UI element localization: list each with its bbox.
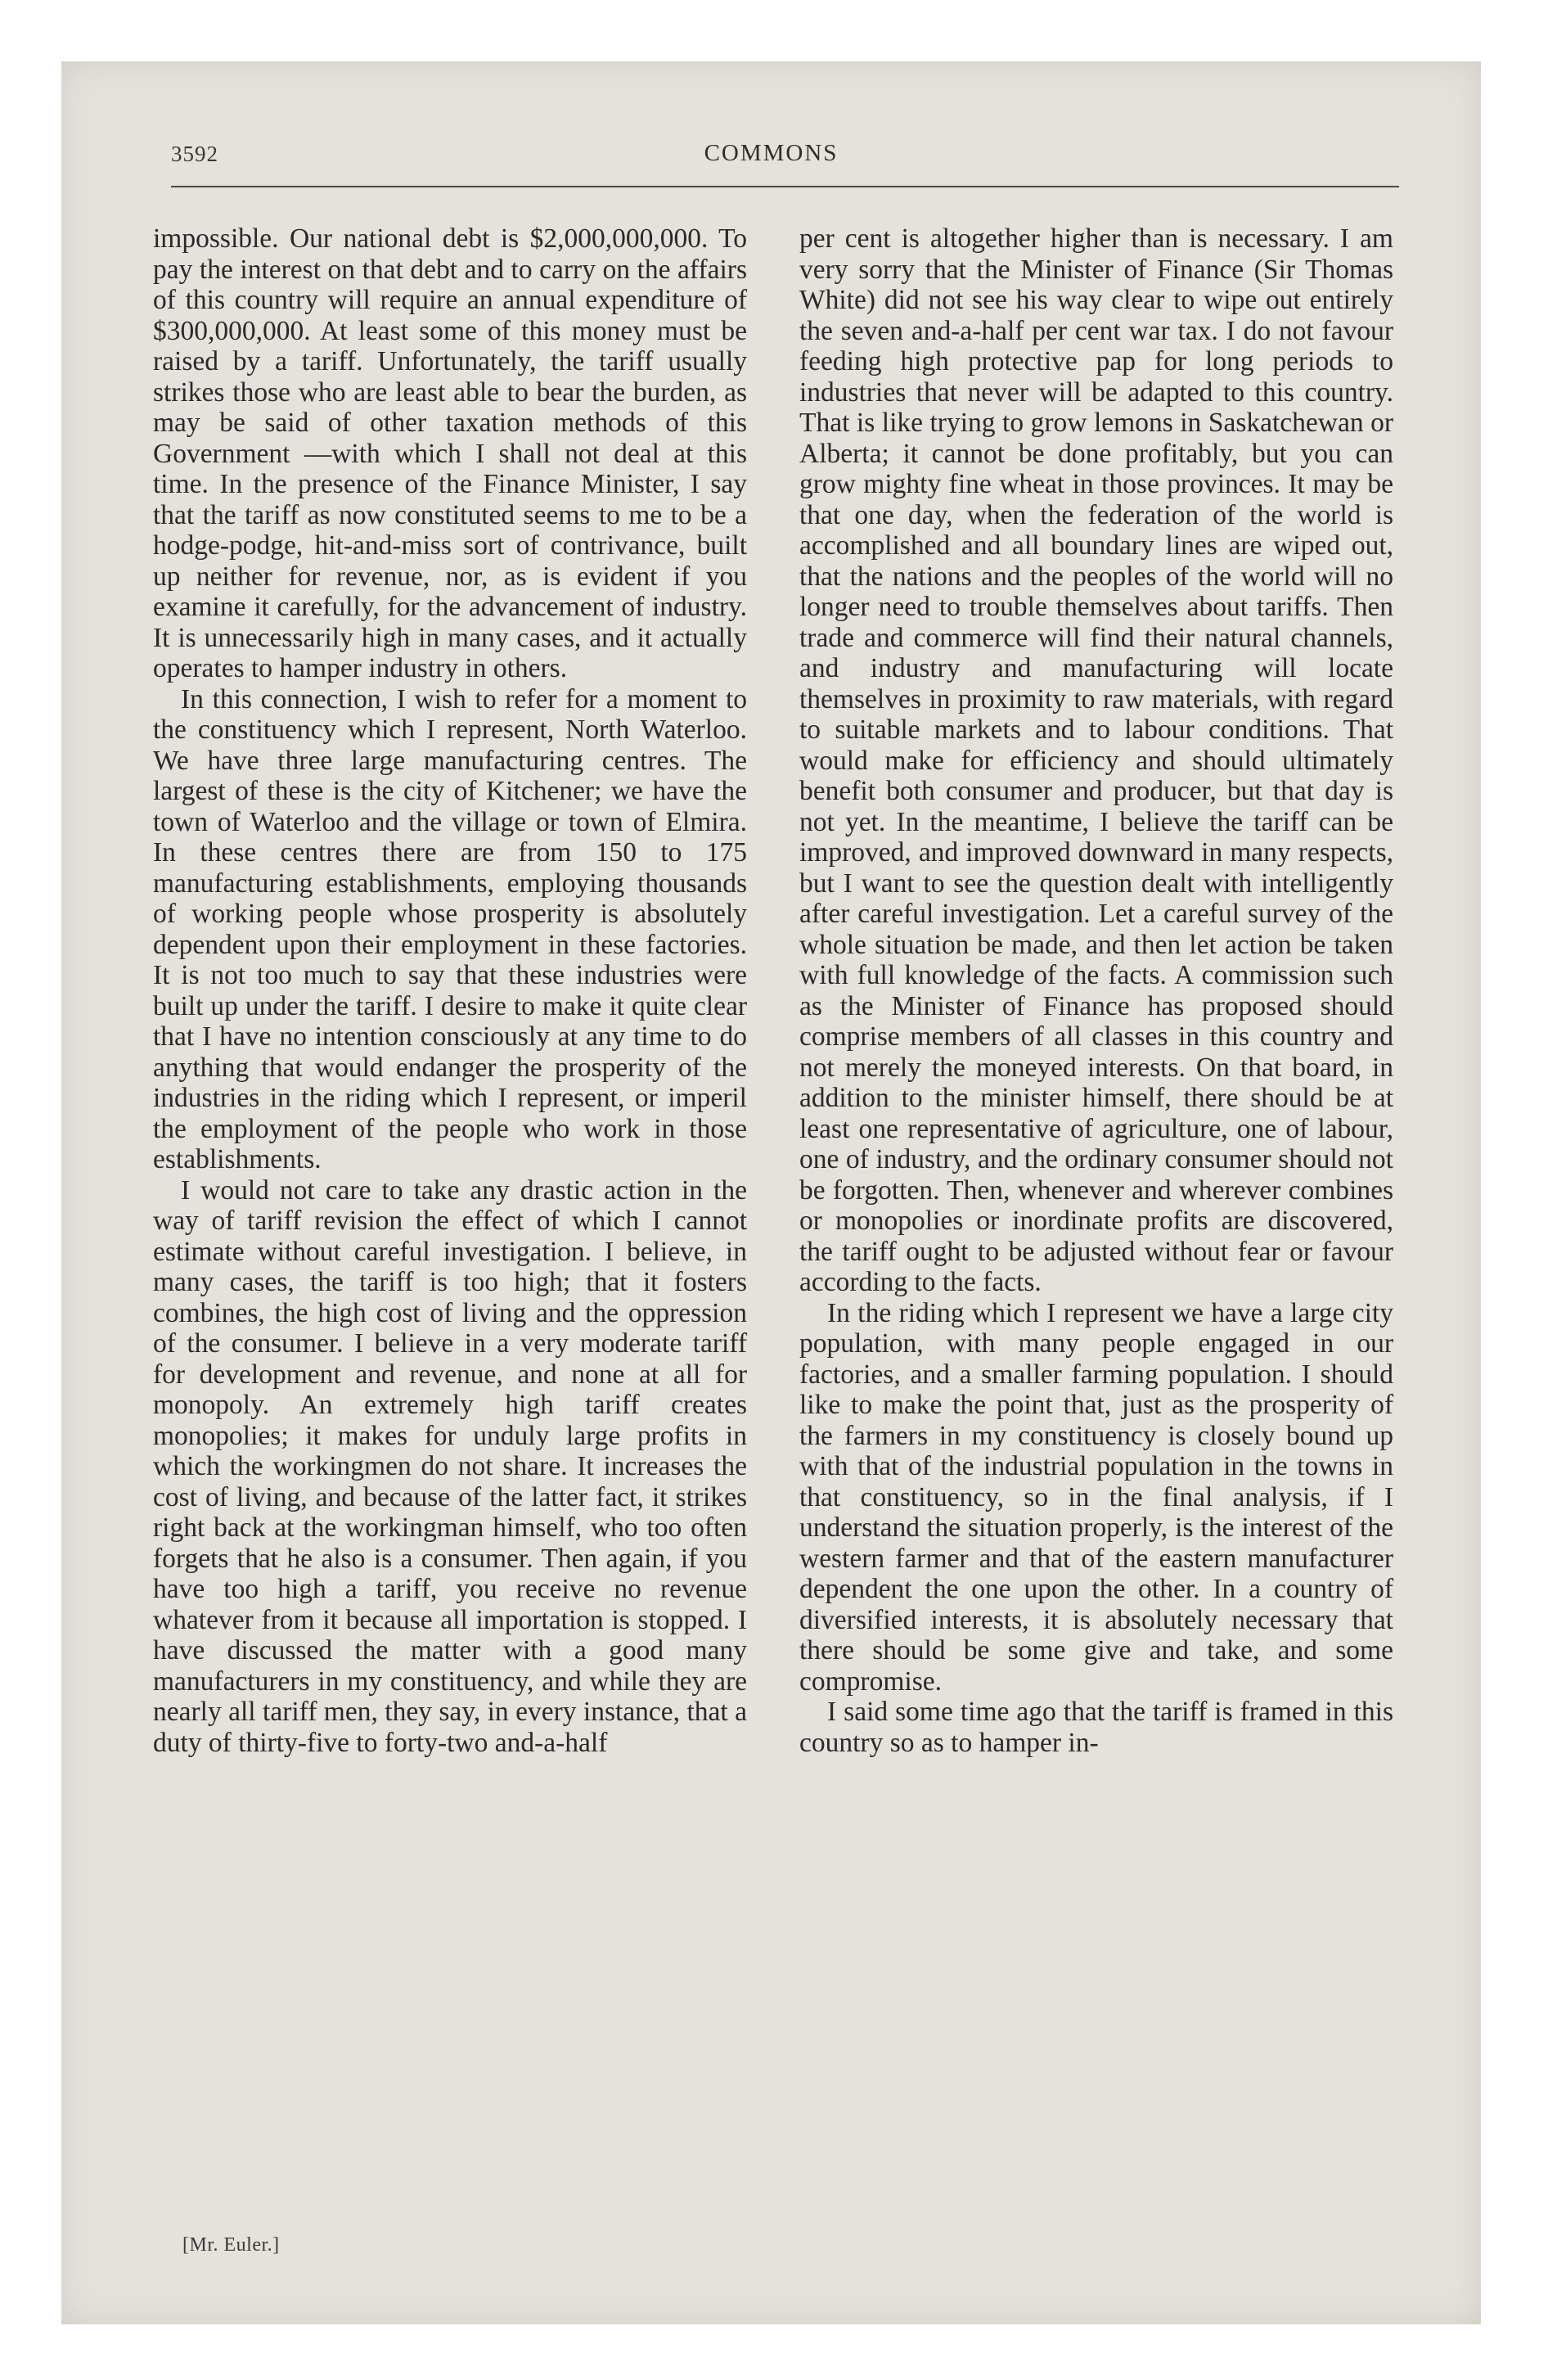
running-head: COMMONS	[704, 140, 839, 166]
page-header	[61, 61, 1481, 217]
right-column	[799, 223, 1393, 1758]
paragraph: I said some time ago that the tariff is framed in this country so as to hamper in-	[799, 1697, 1393, 1758]
page-number: 3592	[171, 142, 218, 166]
header-rule	[171, 186, 1399, 187]
paragraph: impossible. Our national debt is $2,000,000,000. To pay the interest on that debt and to carry on the affairs of this country will require an annual expenditure of $300,000,000. At least some of this money must be raised by a tariff. Unfortunately, the tariff usually strikes those who are least able to bear the burden, as may be said of other taxation methods of this Government —with which I shall not deal at this time. In the presence of the Finance Minister, I say that the tariff as now constituted seems to me to be a hodge-podge, hit-and-miss sort of contrivance, built up neither for revenue, nor, as is evident if you examine it carefully, for the advancement of industry. It is unnecessarily high in many cases, and it actually operates to hamper industry in others.	[153, 223, 747, 683]
paragraph: per cent is altogether higher than is necessary. I am very sorry that the Minister of Finance (Sir Thomas White) did not see his way clear to wipe out entirely the seven and-a-half per cent war tax. I do not favour feeding high protective pap for long periods to industries that never will be adapted to this country. That is like trying to grow lemons in Saskatchewan or Alberta; it cannot be done profitably, but you can grow mighty fine wheat in those provinces. It may be that one day, when the federation of the world is accomplished and all boundary lines are wiped out, that the nations and the peoples of the world will no longer need to trouble themselves about tariffs. Then trade and commerce will find their natural channels, and industry and manufacturing will locate themselves in proximity to raw materials, with regard to suitable markets and to labour conditions. That would make for efficiency and should ultimately benefit both consumer and producer, but that day is not yet. In the meantime, I believe the tariff can be improved, and improved downward in many respects, but I want to see the question dealt with intelligently after careful investigation. Let a careful survey of the whole situation be made, and then let action be taken with full knowledge of the facts. A commission such as the Minister of Finance has proposed should comprise members of all classes in this country and not merely the moneyed interests. On that board, in addition to the minister himself, there should be at least one representative of agriculture, one of labour, one of industry, and the ordinary consumer should not be forgotten. Then, whenever and wherever combines or monopolies or inordinate profits are discovered, the tariff ought to be adjusted without fear or favour according to the facts.	[799, 223, 1393, 1297]
paragraph: In this connection, I wish to refer for a moment to the constituency which I represent, North Waterloo. We have three large manufacturing centres. The largest of these is the city of Kitchener; we have the town of Waterloo and the village or town of Elmira. In these centres there are from 150 to 175 manufacturing establishments, employing thousands of working people whose prosperity is absolutely dependent upon their employment in these factories. It is not too much to say that these industries were built up under the tariff. I desire to make it quite clear that I have no intention consciously at any time to do anything that would endanger the prosperity of the industries in the riding which I represent, or imperil the employment of the people who work in those establishments.	[153, 683, 747, 1174]
document-page	[61, 61, 1481, 2324]
left-column	[153, 223, 747, 1758]
speaker-footer: [Mr. Euler.]	[182, 2234, 280, 2256]
paragraph: In the riding which I represent we have a large city population, with many people engaged in our factories, and a smaller farming population. I should like to make the point that, just as the prosperity of the farmers in my constituency is closely bound up with that of the industrial population in the towns in that constituency, so in the final analysis, if I understand the situation properly, is the interest of the western farmer and that of the eastern manufacturer dependent the one upon the other. In a country of diversified interests, it is absolutely necessary that there should be some give and take, and some compromise.	[799, 1297, 1393, 1697]
paragraph: I would not care to take any drastic action in the way of tariff revision the effect of which I cannot estimate without careful investigation. I believe, in many cases, the tariff is too high; that it fosters combines, the high cost of living and the oppression of the consumer. I believe in a very moderate tariff for development and revenue, and none at all for monopoly. An extremely high tariff creates monopolies; it makes for unduly large profits in which the workingmen do not share. It increases the cost of living, and because of the latter fact, it strikes right back at the workingman himself, who too often forgets that he also is a consumer. Then again, if you have too high a tariff, you receive no revenue whatever from it because all importation is stopped. I have discussed the matter with a good many manufacturers in my constituency, and while they are nearly all tariff men, they say, in every instance, that a duty of thirty-five to forty-two and-a-half	[153, 1174, 747, 1758]
